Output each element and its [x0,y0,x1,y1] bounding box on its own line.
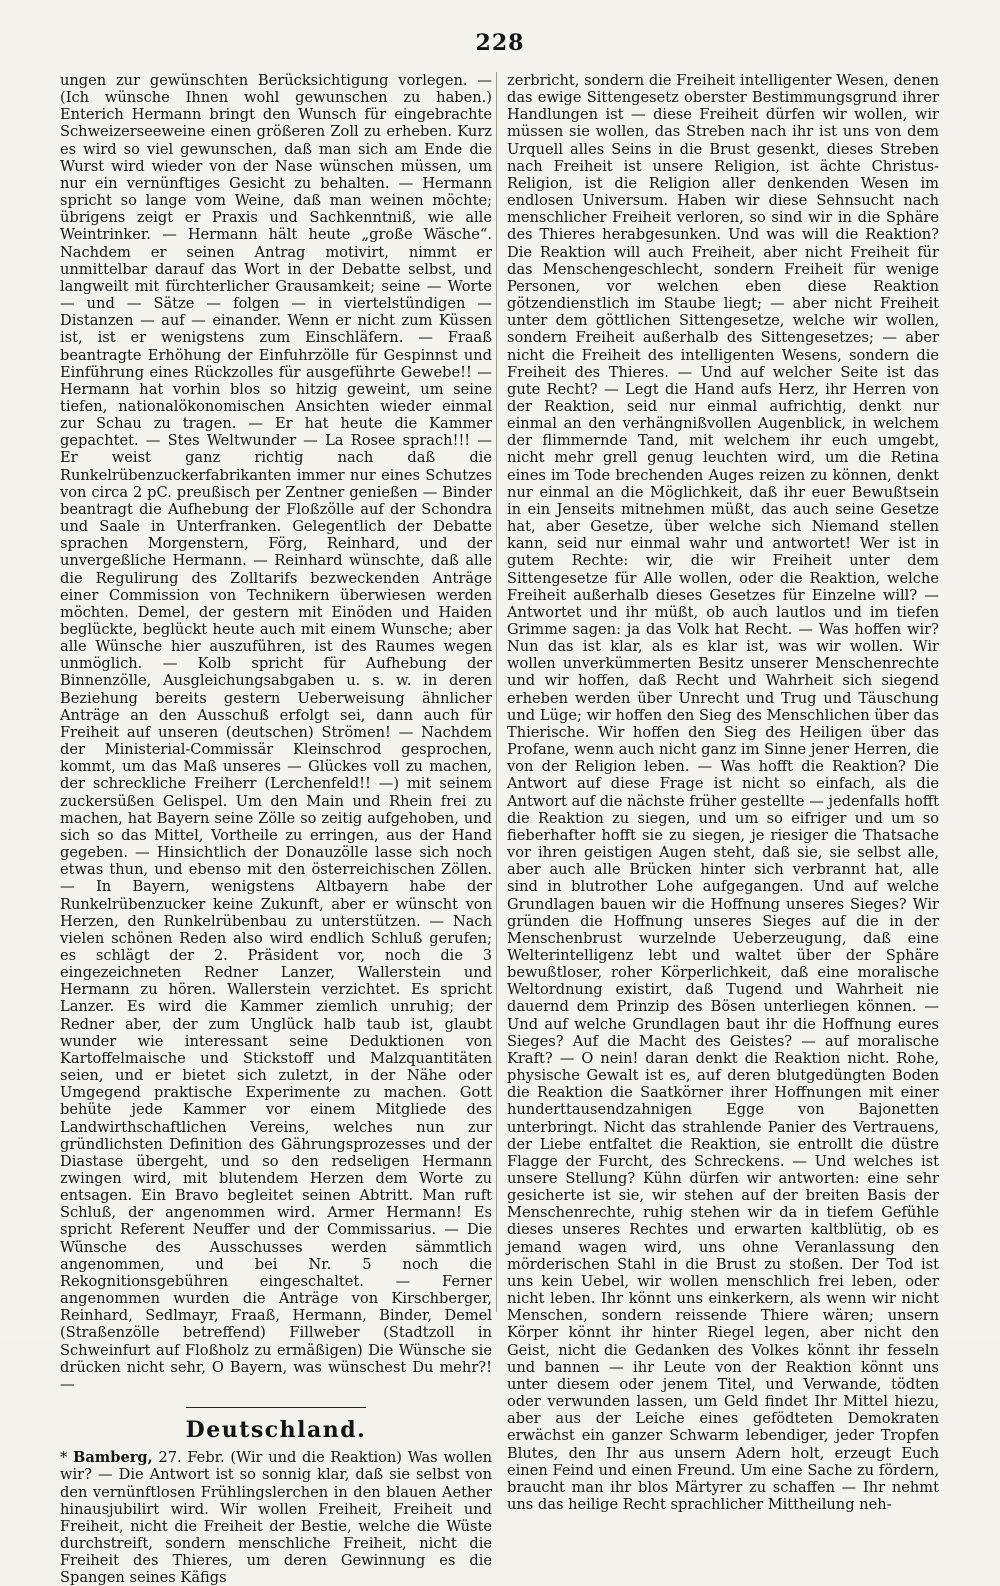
article-text: Was wollen wir? — Die Antwort ist so sonnig klar, daß sie selbst von den vernünftlosen Frühlingslerchen in den blauen Aether hinausjubilirt wird. Wir wollen Freiheit, Freiheit und Freiheit, nicht die Freiheit der Bestie, welche die Wüste durchstreift, sondern menschliche Freiheit, nicht die Freiheit des Thieres, um deren Gewinnung es die Spangen seines Käfigs [60,1449,493,1586]
dateline-marker: * [60,1449,68,1467]
column-divider [496,72,497,1312]
dateline-place: Bamberg, [73,1449,153,1467]
left-column [60,72,492,1586]
dateline-date: 27. Febr. [158,1449,225,1467]
article-dateline [60,1449,492,1586]
left-paragraph: ungen zur gewünschten Berücksichtigung vorlegen. — (Ich wünsche Ihnen wohl gewunschen zu haben.) Enterich Hermann bringt den Wunsch für eingebrachte Schweizerseeweine einen größeren Zoll zu erheben. Kurz es wird so viel gewunschen, daß man sich am Ende die Wurst wird wieder von der Nase wünschen müssen, um nur ein vernünftiges Gesicht zu behalten. — Hermann spricht so lange vom Weine, daß man weinen möchte; übrigens zeigt er Praxis und Sachkenntniß, wie alle Weintrinker. — Hermann hält heute „große Wäsche“. Nachdem er seinen Antrag motivirt, nimmt er unmittelbar darauf das Wort in der Debatte selbst, und langweilt mit fürchterlicher Grausamkeit; seine — Worte — und — Sätze — folgen — in viertelstündigen — Distanzen — auf — einander. Wenn er nicht zum Küssen ist, ist er wenigstens zum Einschläfern. — Fraaß beantragte Erhöhung der Einfuhrzölle für Gespinnst und Einführung eines Rückzolles für ausgeführte Gewebe!! — Hermann hat vorhin blos so hitzig geweint, um seine tiefen, nationalökonomischen Ansichten wieder einmal zur Schau zu tragen. — Er hat heute die Kammer gepachtet. — Stes Weltwunder — La Rosee sprach!!! — Er weist ganz richtig nach daß die Runkelrübenzuckerfabrikanten immer nur eines Schutzes von circa 2 pC. preußisch per Zentner genießen — Binder beantragt die Aufhebung der Floßzölle auf der Schondra und Saale in Unterfranken. Gelegentlich der Debatte sprachen Morgenstern, Förg, Reinhard, und der unvergeßliche Hermann. — Reinhard wünschte, daß alle die Regulirung des Zolltarifs bezweckenden Anträge einer Commission von Technikern überwiesen werden möchten. Demel, der gestern mit Einöden und Haiden beglückte, beglückt heute auch mit einem Wunsche; aber alle Wünsche hier auszuführen, ist des Raumes wegen unmöglich. — Kolb spricht für Aufhebung der Binnenzölle, Ausgleichungsabgaben u. s. w. in deren Beziehung bereits gestern Ueberweisung ähnlicher Anträge an den Ausschuß erfolgt sei, dann auch für Freiheit auf unseren (deutschen) Strömen! — Nachdem der Ministerial-Commissär Kleinschrod gesprochen, kommt, um das Maß unseres — Glückes voll zu machen, der schreckliche Freiherr (Lerchenfeld!! —) mit seinem zuckersüßen Gelispel. Um den Main und Rhein frei zu machen, hat Bayern seine Zölle so zeitig aufgehoben, und sich so das Mittel, Vortheile zu erringen, aus der Hand gegeben. — Hinsichtlich der Donauzölle lasse sich noch etwas thun, und ebenso mit den österreichischen Zöllen. — In Bayern, wenigstens Altbayern habe der Runkelrübenzucker keine Zukunft, aber er wünscht von Herzen, den Runkelrübenbau zu unterstützen. — Nach vielen schönen Reden also wird endlich Schluß gerufen; es schlägt der 2. Präsident vor, noch die 3 eingezeichneten Redner Lanzer, Wallerstein und Hermann zu hören. Wallerstein verzichtet. Es spricht Lanzer. Es wird die Kammer ziemlich unruhig; der Redner aber, der zum Unglück halb taub ist, glaubt wunder wie interessant seine Deduktionen von Kartoffelmaische und Stickstoff und Malzquantitäten seien, und er bietet sich zuletzt, in der Nähe oder Umgegend praktische Experimente zu machen. Gott behüte jede Kammer vor einem Mitgliede des Landwirthschaftlichen Vereins, welches nun zur gründlichsten Definition des Gährungsprozesses und der Diastase übergeht, und so den redseligen Hermann zwingen wird, mit blutendem Herzen dem Worte zu entsagen. Ein Bravo begleitet seinen Abtritt. Man ruft Schluß, der angenommen wird. Armer Hermann! Es spricht Referent Neuffer und der Commissarius. — Die Wünsche des Ausschusses werden sämmtlich angenommen, und bei Nr. 5 noch die Rekognitionsgebühren eingeschaltet. — Ferner angenommen wurden die Anträge von Kirschberger, Reinhard, Sedlmayr, Fraaß, Hermann, Binder, Demel (Straßenzölle betreffend) Fillweber (Stadtzoll in Schweinfurt auf Floßholz zu ermäßigen) Die Wünsche sie drücken nicht sehr, O Bayern, was wünschest Du mehr?! — [60,72,492,1393]
right-column [507,72,939,1513]
section-divider [186,1407,366,1408]
right-paragraph: zerbricht, sondern die Freiheit intelligenter Wesen, denen das ewige Sittengesetz oberster Bestimmungsgrund ihrer Handlungen ist — diese Freiheit dürfen wir wollen, wir müssen sie wollen, das Streben nach ihr ist uns von dem Urquell alles Seins in die Brust gesenkt, dieses Streben nach Freiheit ist unsere Religion, ist ächte Christus-Religion, ist die Religion aller denkenden Wesen im endlosen Universum. Haben wir diese Sehnsucht nach menschlicher Freiheit verloren, so sind wir in die Sphäre des Thieres herabgesunken. Und was will die Reaktion? Die Reaktion will auch Freiheit, aber nicht Freiheit für das Menschengeschlecht, sondern Freiheit für wenige Personen, vor welchen eben diese Reaktion götzendienstlich im Staube liegt; — aber nicht Freiheit unter dem göttlichen Sittengesetze, welche wir wollen, sondern Freiheit außerhalb des Sittengesetzes; — aber nicht die Freiheit des intelligenten Wesens, sondern die Freiheit des Thieres. — Und auf welcher Seite ist das gute Recht? — Legt die Hand aufs Herz, ihr Herren von der Reaktion, seid nur einmal aufrichtig, denkt nur einmal an den verhängnißvollen Augenblick, in welchem der flimmernde Tand, mit welchem ihr euch umgebt, nicht mehr grell genug leuchten wird, um die Retina eines im Tode brechenden Auges reizen zu können, denkt nur einmal an die Möglichkeit, daß ihr euer Bewußtsein in ein Jenseits mitnehmen müßt, das auch seine Gesetze hat, aber Gesetze, über welche sich Niemand stellen kann, seid nur einmal wahr und antwortet! Wer ist in gutem Rechte: wir, die wir Freiheit unter dem Sittengesetze für Alle wollen, oder die Reaktion, welche Freiheit außerhalb dieses Gesetzes für Einzelne will? — Antwortet und ihr müßt, ob auch lautlos und im tiefen Grimme sagen: ja das Volk hat Recht. — Was hoffen wir? Nun das ist klar, als es klar ist, was wir wollen. Wir wollen unverkümmerten Besitz unserer Menschenrechte und wir hoffen, daß Recht und Wahrheit sich siegend erheben werden über Unrecht und Trug und Täuschung und Lüge; wir hoffen den Sieg des Menschlichen über das Thierische. Wir hoffen den Sieg des Heiligen über das Profane, wenn auch nicht ganz im Sinne jener Herren, die von der Religion leben. — Was hofft die Reaktion? Die Antwort auf diese Frage ist nicht so einfach, als die Antwort auf die nächste früher gestellte — jedenfalls hofft die Reaktion zu siegen, und um so eifriger und um so fieberhafter hofft sie zu siegen, je riesiger die Thatsache vor ihren geistigen Augen steht, daß sie, sie selbst alle, aber auch alle Brücken hinter sich verbrannt hat, alle sind in blutrother Lohe aufgegangen. Und auf welche Grundlagen bauen wir die Hoffnung unseres Sieges? Wir gründen die Hoffnung unseres Sieges auf die in der Menschenbrust wurzelnde Ueberzeugung, daß eine Welterintelligenz lebt und waltet über der Sphäre bewußtloser, roher Körperlichkeit, daß eine moralische Weltordnung existirt, daß Tugend und Wahrheit nie dauernd dem Prinzip des Bösen unterliegen können. — Und auf welche Grundlagen baut ihr die Hoffnung eures Sieges? Auf die Macht des Geistes? — auf moralische Kraft? — O nein! daran denkt die Reaktion nicht. Rohe, physische Gewalt ist es, auf deren blutgedüngten Boden die Reaktion die Saatkörner ihrer Hoffnungen mit einer hunderttausendzahnigen Egge von Bajonetten unterbringt. Nicht das strahlende Panier des Vertrauens, der Liebe entfaltet die Reaktion, sie entrollt die düstre Flagge der Furcht, des Schreckens. — Und welches ist unsere Stellung? Kühn dürfen wir antworten: eine sehr gesicherte ist sie, wir stehen auf der breiten Basis der Menschenrechte, ruhig stehen wir da in tiefem Gefühle dieses unseres Rechtes und erwarten kaltblütig, ob es jemand wagen wird, uns ohne Veranlassung den mörderischen Stahl in die Brust zu stoßen. Der Tod ist uns kein Uebel, wir wollen menschlich frei leben, oder nicht leben. Ihr könnt uns einkerkern, als wenn wir nicht Menschen, sondern reissende Thiere wären; unsern Körper könnt ihr hinter Riegel legen, aber nicht den Geist, nicht die Gedanken des Volkes könnt ihr fesseln und bannen — ihr Leute von der Reaktion könnt uns unter diesem oder jenem Titel, und Verwande, tödten oder verwunden lassen, um Geld findet Ihr Mittel hiezu, aber aus der Leiche eines gefödteten Demokraten erwächst ein ganzer Schwarm lebendiger, jeder Tropfen Blutes, den Ihr aus unsern Adern holt, erzeugt Euch einen Feind und einen Freund. Um eine Sache zu fördern, braucht man ihr blos Märtyrer zu schaffen — Ihr nehmt uns das heilige Recht sprachlicher Mittheilung neh- [507,72,939,1513]
page-number: 228 [475,30,525,56]
article-subtitle: (Wir und die Reaktion) [230,1449,402,1467]
section-title: Deutschland. [185,1417,367,1444]
